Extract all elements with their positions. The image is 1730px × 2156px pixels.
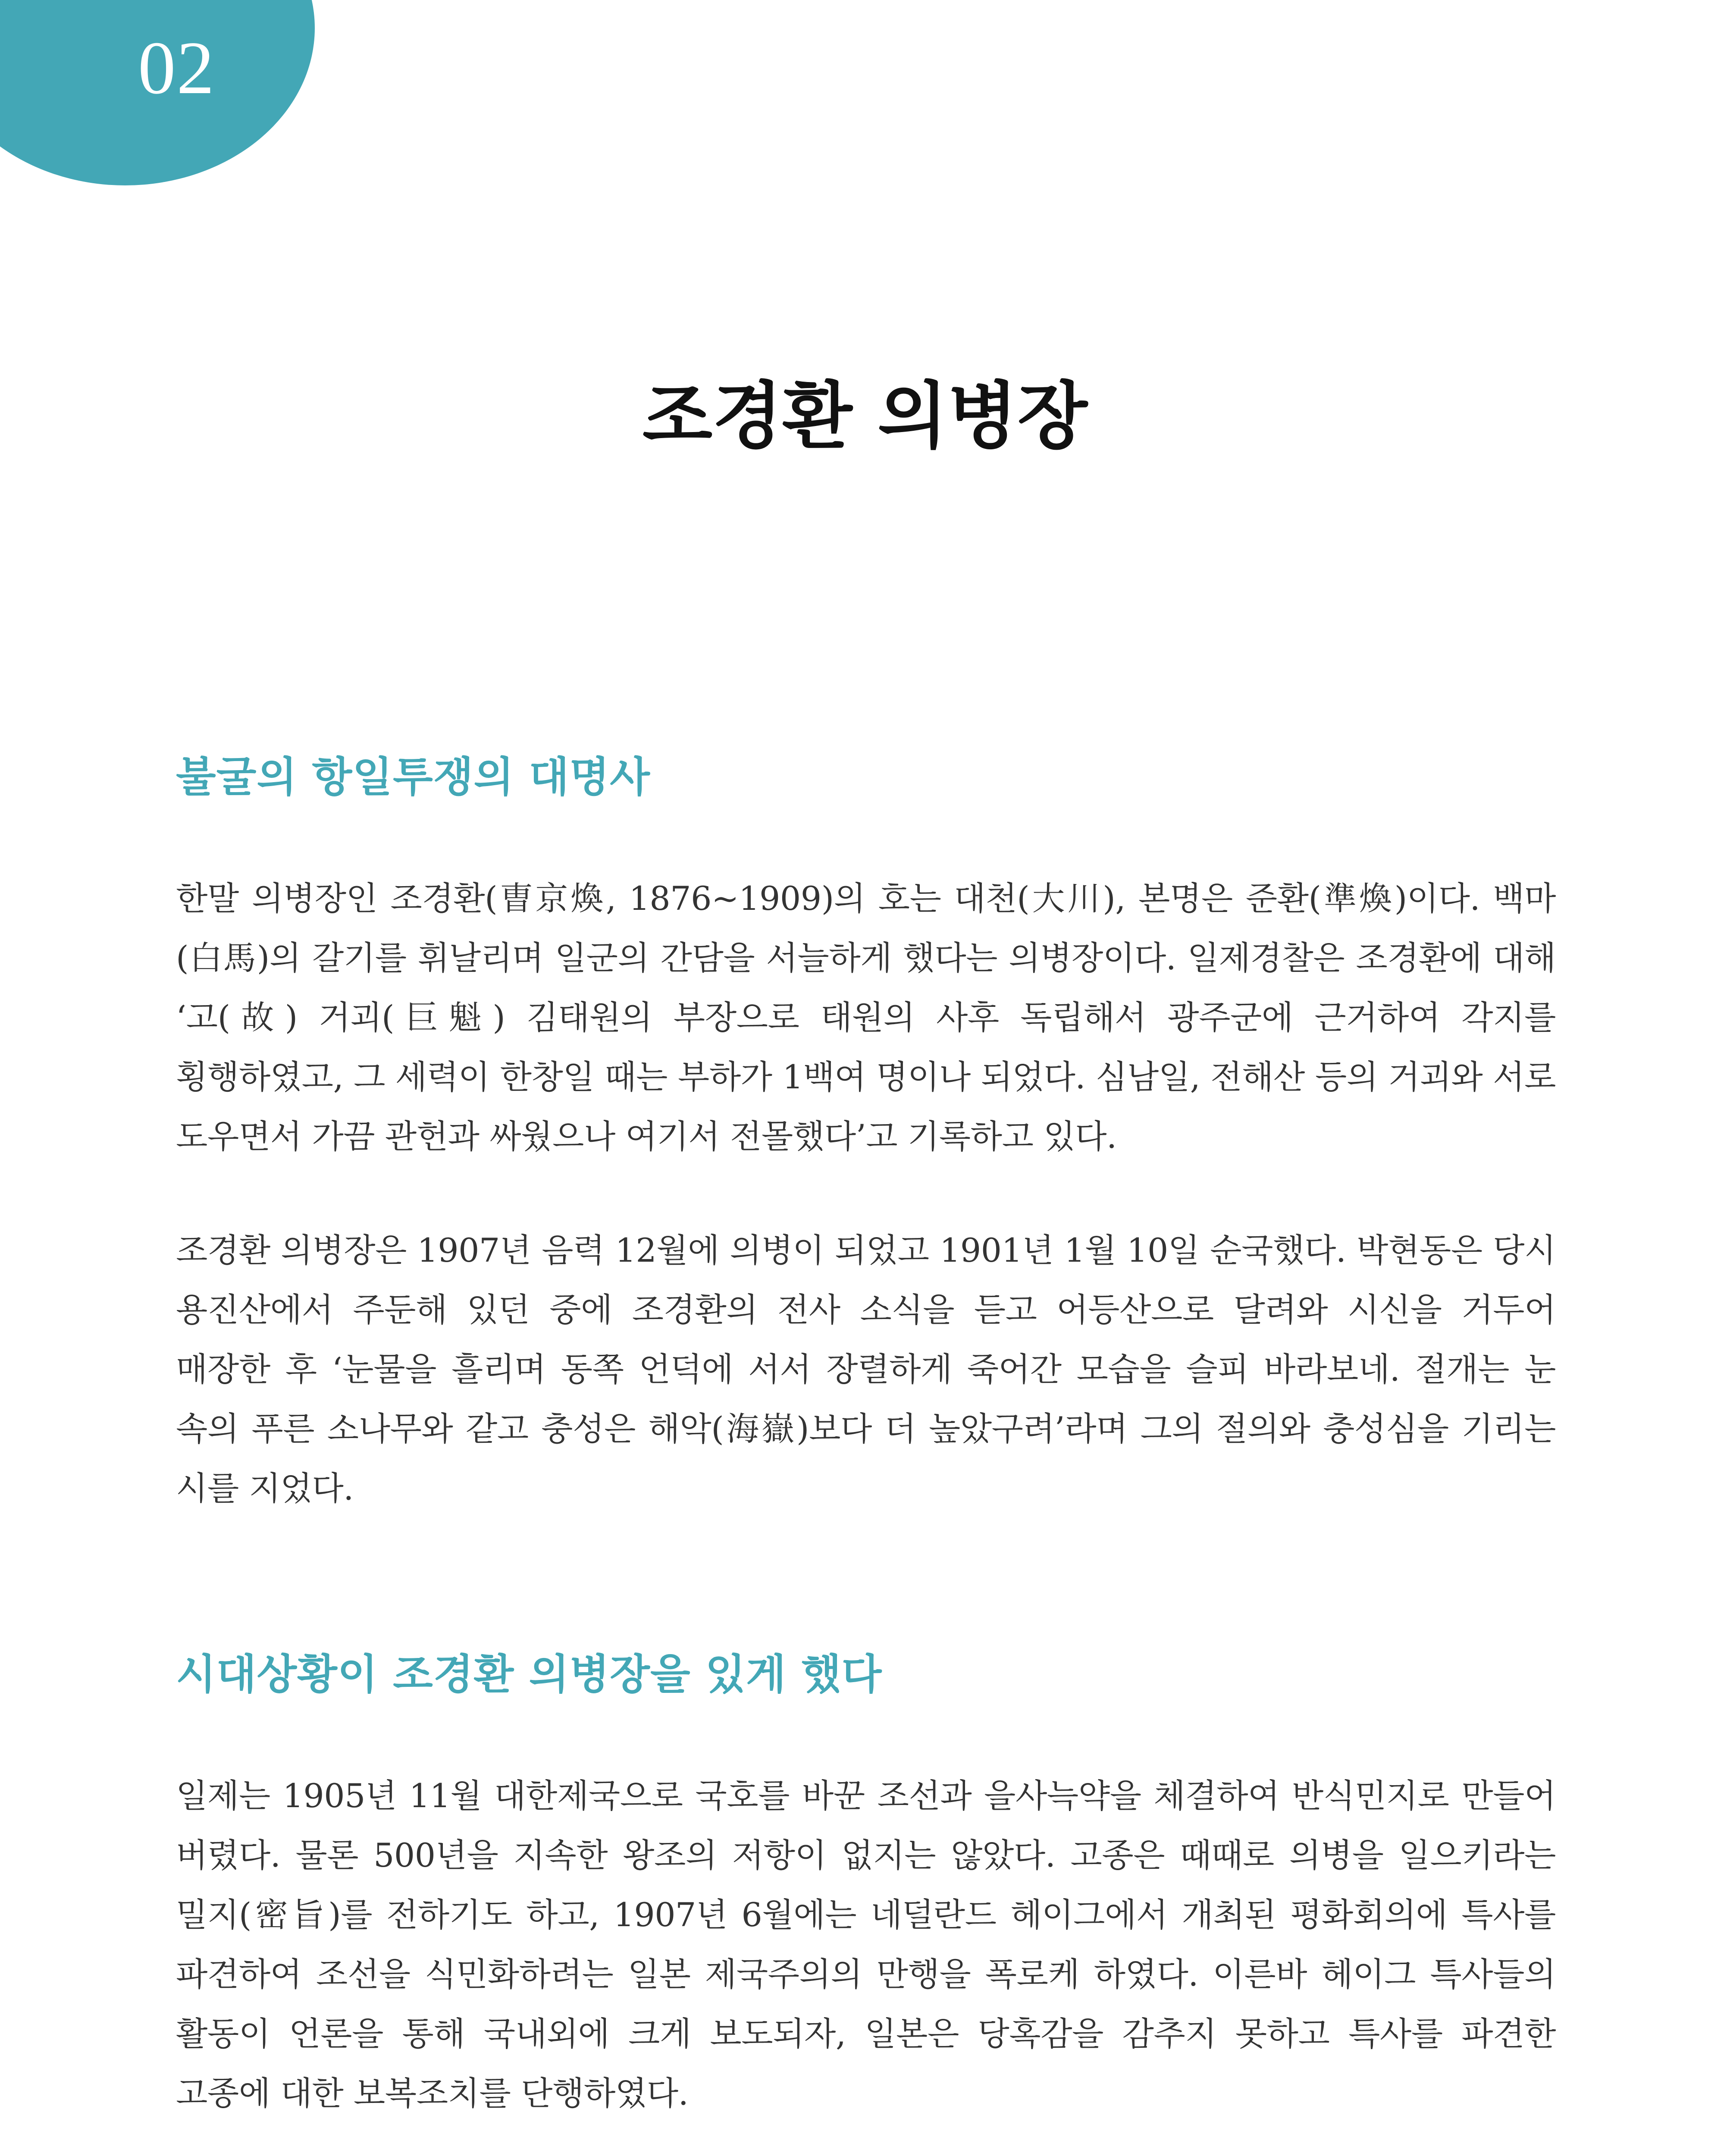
article-body	[176, 750, 1556, 2156]
chapter-number: 02	[138, 26, 215, 110]
section-heading: 시대상황이 조경환 의병장을 있게 했다	[176, 1650, 882, 1698]
paragraph: 한말 의병장인 조경환(曺京煥, 1876~1909)의 호는 대천(大川), 본명은 준환(準煥)이다. 백마(白馬)의 갈기를 휘날리며 일군의 간담을 서늘하게 했다는 의병장이다. 일제경찰은 조경환에 대해 ‘고(故) 거괴(巨魁) 김태원의 부장으로 태원의 사후 독립해서 광주군에 근거하여 각지를 횡행하였고, 그 세력이 한창일 때는 부하가 1백여 명이나 되었다. 심남일, 전해산 등의 거괴와 서로 도우면서 가끔 관헌과 싸웠으나 여기서 전몰했다’고 기록하고 있다.	[176, 879, 1556, 1156]
section-1	[176, 750, 1556, 1518]
section-heading: 불굴의 항일투쟁의 대명사	[176, 753, 650, 801]
paragraph: 조경환 의병장은 1907년 음력 12월에 의병이 되었고 1901년 1월 10일 순국했다. 박현동은 당시 용진산에서 주둔해 있던 중에 조경환의 전사 소식을 듣고 어등산으로 달려와 시신을 거두어 매장한 후 ‘눈물을 흘리며 동쪽 언덕에 서서 장렬하게 죽어간 모습을 슬피 바라보네. 절개는 눈 속의 푸른 소나무와 같고 충성은 해악(海嶽)보다 더 높았구려’라며 그의 절의와 충성심을 기리는 시를 지었다.	[176, 1231, 1556, 1507]
paragraph: 일제는 1905년 11월 대한제국으로 국호를 바꾼 조선과 을사늑약을 체결하여 반식민지로 만들어 버렸다. 물론 500년을 지속한 왕조의 저항이 없지는 않았다. 고종은 때때로 의병을 일으키라는 밀지(密旨)를 전하기도 하고, 1907년 6월에는 네덜란드 헤이그에서 개최된 평화회의에 특사를 파견하여 조선을 식민화하려는 일본 제국주의의 만행을 폭로케 하였다. 이른바 헤이그 특사들의 활동이 언론을 통해 국내외에 크게 보도되자, 일본은 당혹감을 감추지 못하고 특사를 파견한 고종에 대한 보복조치를 단행하였다.	[176, 1776, 1556, 2112]
page-title: 조경환 의병장	[642, 373, 1088, 458]
section-2	[176, 1648, 1556, 2156]
